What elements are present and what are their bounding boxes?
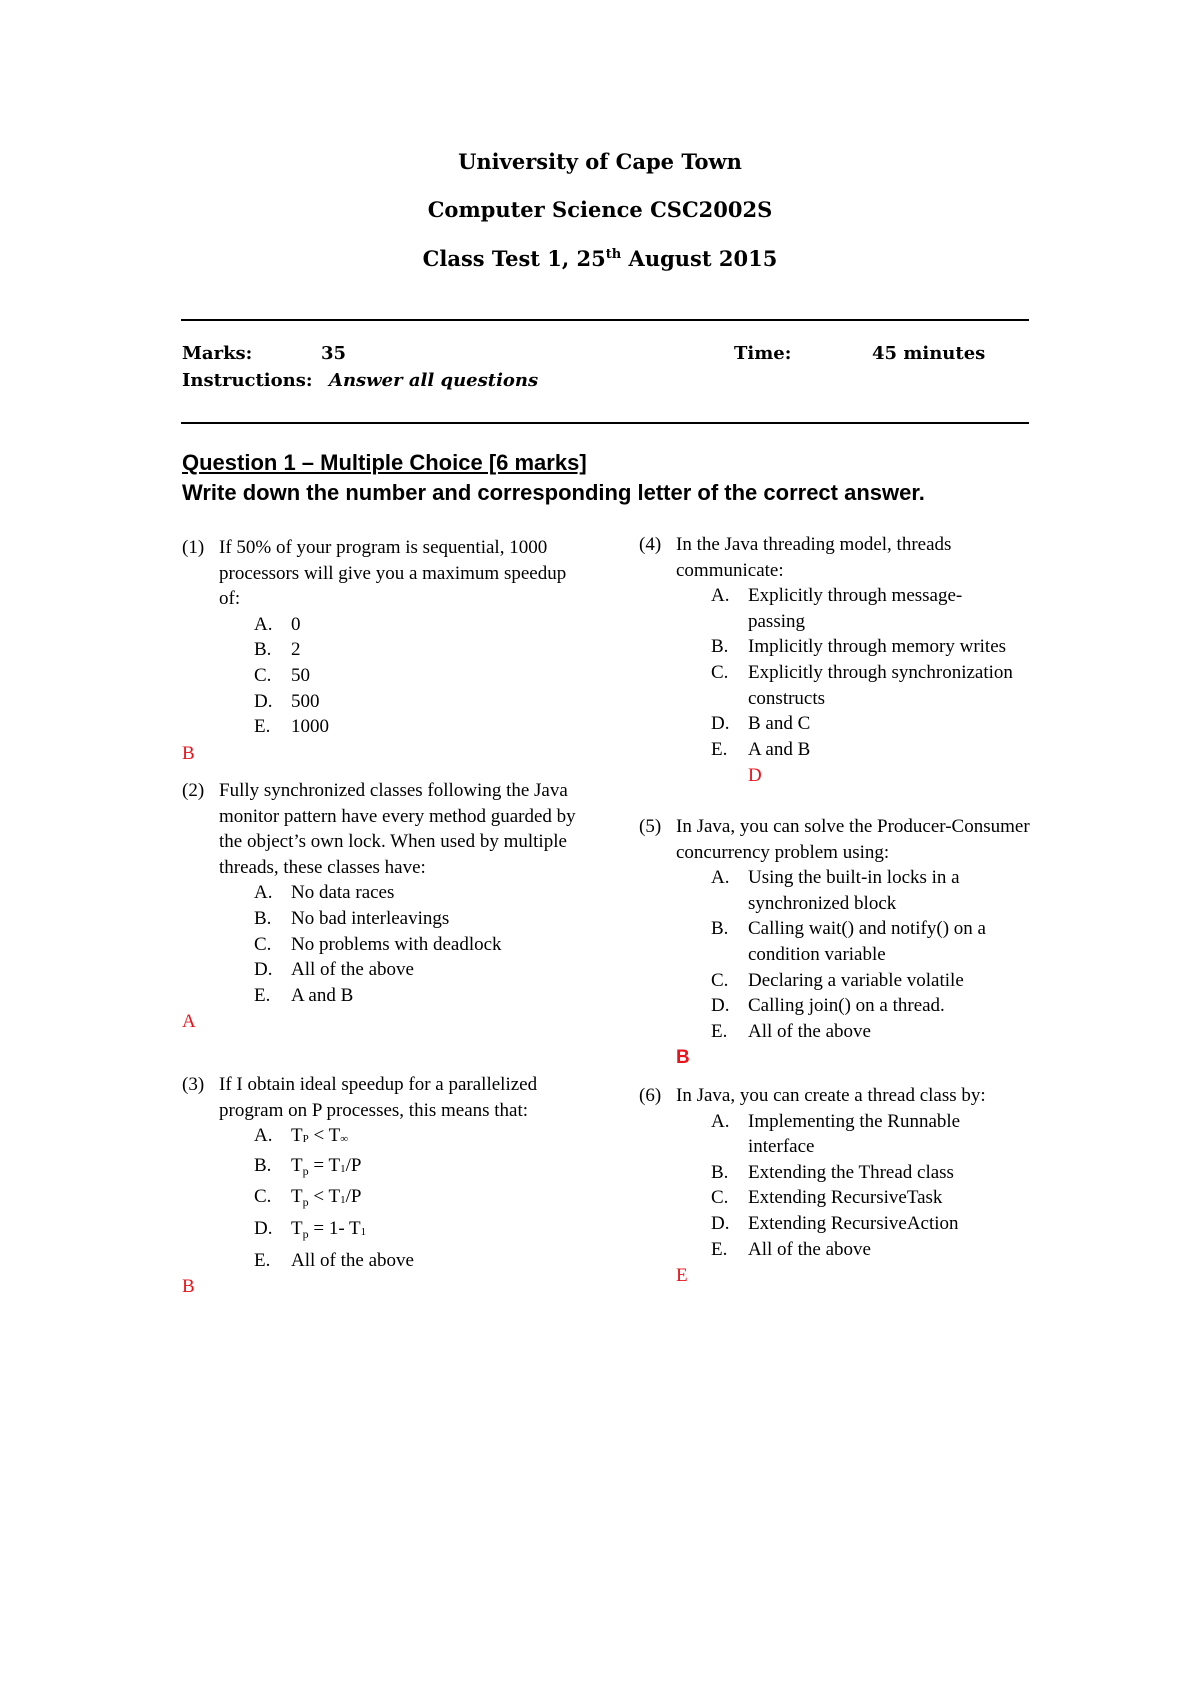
answer-key: E <box>676 1265 688 1287</box>
option-list <box>182 1123 582 1273</box>
option-a <box>639 583 1039 634</box>
option-formula <box>291 1216 582 1248</box>
option-list <box>182 612 582 740</box>
formula-subscript: 1 <box>340 1162 346 1175</box>
formula-term: T <box>291 1154 303 1176</box>
question-3 <box>182 1072 582 1300</box>
option-letter: B. <box>711 636 729 658</box>
option-text: 1000 <box>291 716 329 738</box>
test-title-prefix: Class Test 1, 25 <box>422 246 606 271</box>
option-b <box>639 1160 1039 1186</box>
option-d <box>639 1211 1039 1237</box>
option-text: Calling wait() and notify() on a condition variable <box>748 918 986 965</box>
option-letter: E. <box>711 1238 728 1260</box>
option-c <box>639 968 1039 994</box>
time-value: 45 minutes <box>872 343 986 364</box>
option-d <box>639 711 1039 737</box>
formula-subscript: 1 <box>340 1194 346 1207</box>
option-text: A and B <box>748 738 811 760</box>
option-letter: E. <box>254 1249 271 1271</box>
option-d <box>182 957 582 983</box>
option-letter: B. <box>711 918 729 940</box>
option-text: Implementing the Runnable interface <box>748 1110 961 1158</box>
option-letter: C. <box>254 1186 272 1208</box>
option-text: Explicitly through message-passing <box>748 585 963 632</box>
option-text: Using the built-in locks in a synchronized block <box>748 867 960 914</box>
marks-label: Marks: <box>182 343 253 364</box>
option-letter: B. <box>254 1154 272 1176</box>
option-text: No bad interleavings <box>291 907 450 929</box>
instructions-label: Instructions: <box>182 370 313 391</box>
option-text: No data races <box>291 882 395 904</box>
option-c <box>639 1185 1039 1211</box>
bottom-divider <box>181 422 1029 424</box>
option-letter: A. <box>711 867 730 889</box>
option-c <box>182 932 582 958</box>
question-stem <box>639 1083 1039 1109</box>
answer-key: B <box>676 1047 690 1069</box>
question-number: (4) <box>639 534 662 555</box>
question-5 <box>639 814 1039 1071</box>
option-letter: C. <box>254 664 272 686</box>
option-list <box>639 583 1039 762</box>
option-letter: D. <box>254 1217 273 1239</box>
formula-middle: < T <box>308 1186 341 1208</box>
option-text: Implicitly through memory writes <box>748 636 1007 658</box>
top-divider <box>181 319 1029 321</box>
question-number: (5) <box>639 816 662 837</box>
formula-subscript: p <box>302 1163 309 1178</box>
option-a <box>639 865 1039 916</box>
option-d <box>182 689 582 715</box>
option-c <box>182 1184 582 1216</box>
option-letter: E. <box>711 1020 728 1042</box>
option-letter: D. <box>711 1212 730 1234</box>
option-b <box>182 1153 582 1185</box>
option-list <box>639 1109 1039 1263</box>
formula-subscript: 1 <box>360 1225 367 1238</box>
option-text: All of the above <box>748 1020 871 1042</box>
option-text: B and C <box>748 713 811 735</box>
option-list <box>182 880 582 1008</box>
question-stem <box>182 535 582 612</box>
option-letter: A. <box>254 882 273 904</box>
option-b <box>182 906 582 932</box>
question-text: In Java, you can solve the Producer-Consumer concurrency problem using: <box>676 816 1030 863</box>
option-formula <box>291 1184 582 1216</box>
question-2 <box>182 778 582 1035</box>
option-text: Explicitly through synchronization constructs <box>748 661 1013 709</box>
formula-subscript: p <box>302 1195 309 1210</box>
section-title: Question 1 – Multiple Choice [6 marks] <box>182 450 587 475</box>
option-letter: C. <box>711 969 729 991</box>
option-letter: C. <box>711 661 729 683</box>
option-text: Extending RecursiveAction <box>748 1212 959 1234</box>
question-text: If I obtain ideal speedup for a parallelized program on P processes, this means that: <box>219 1074 538 1121</box>
option-text: 50 <box>291 664 310 686</box>
option-text: Extending the Thread class <box>748 1161 954 1183</box>
option-text: 0 <box>291 613 301 635</box>
option-a <box>182 880 582 906</box>
option-text: All of the above <box>291 1249 414 1271</box>
option-text: A and B <box>291 984 354 1006</box>
question-6 <box>639 1083 1039 1289</box>
question-stem <box>182 1072 582 1123</box>
option-letter: A. <box>711 1110 730 1132</box>
option-letter: E. <box>254 984 271 1006</box>
course-title: Computer Science CSC2002S <box>427 197 773 222</box>
option-letter: B. <box>254 907 272 929</box>
option-text: Calling join() on a thread. <box>748 995 945 1017</box>
option-formula <box>291 1123 582 1153</box>
option-letter: D. <box>711 713 730 735</box>
option-b <box>639 916 1039 967</box>
question-stem <box>639 814 1039 865</box>
formula-end: /P <box>345 1186 362 1208</box>
question-stem <box>639 532 1039 583</box>
formula-subscript: P <box>302 1133 309 1146</box>
option-letter: A. <box>254 613 273 635</box>
formula-subscript: p <box>302 1226 309 1241</box>
formula-subscript: ∞ <box>340 1133 349 1146</box>
option-e <box>182 983 582 1009</box>
option-e <box>182 714 582 740</box>
option-d <box>182 1216 582 1248</box>
question-text: If 50% of your program is sequential, 1000 processors will give you a maximum speedup of: <box>219 537 567 610</box>
option-a <box>182 1123 582 1153</box>
option-text: 500 <box>291 690 320 712</box>
question-stem <box>182 778 582 880</box>
answer-key: A <box>182 1011 196 1033</box>
institution-title: University of Cape Town <box>458 149 742 174</box>
section-instruction: Write down the number and corresponding letter of the correct answer. <box>182 480 925 505</box>
option-letter: D. <box>254 959 273 981</box>
option-b <box>639 634 1039 660</box>
formula-middle: < T <box>308 1125 341 1147</box>
question-4 <box>639 532 1039 789</box>
option-text: Declaring a variable volatile <box>748 969 964 991</box>
option-b <box>182 637 582 663</box>
option-text: 2 <box>291 639 301 661</box>
option-letter: C. <box>254 933 272 955</box>
question-text: In Java, you can create a thread class by: <box>676 1085 986 1106</box>
option-letter: B. <box>254 639 272 661</box>
question-number: (1) <box>182 537 205 558</box>
time-label: Time: <box>734 343 792 364</box>
option-d <box>639 993 1039 1019</box>
formula-term: T <box>291 1186 303 1208</box>
option-a <box>639 1109 1039 1160</box>
answer-key: D <box>748 765 762 787</box>
option-letter: E. <box>254 716 271 738</box>
option-e <box>639 1019 1039 1045</box>
test-title <box>0 246 1200 271</box>
formula-middle: = T <box>308 1154 341 1176</box>
test-title-superscript: th <box>605 247 622 262</box>
question-1 <box>182 535 582 766</box>
answer-key: B <box>182 742 195 764</box>
option-text: All of the above <box>291 959 414 981</box>
option-letter: B. <box>711 1161 729 1183</box>
question-number: (3) <box>182 1074 205 1095</box>
option-text: All of the above <box>748 1238 871 1260</box>
formula-end: /P <box>345 1154 362 1176</box>
option-letter: C. <box>711 1187 729 1209</box>
option-letter: D. <box>254 690 273 712</box>
option-text: No problems with deadlock <box>291 933 502 955</box>
option-letter: E. <box>711 738 728 760</box>
option-c <box>639 660 1039 711</box>
option-list <box>639 865 1039 1044</box>
option-e <box>182 1248 582 1274</box>
option-e <box>639 1237 1039 1263</box>
option-e <box>639 737 1039 763</box>
option-c <box>182 663 582 689</box>
question-text: In the Java threading model, threads communicate: <box>676 534 952 581</box>
formula-middle: = 1- T <box>308 1217 361 1239</box>
answer-key: B <box>182 1276 195 1298</box>
instructions-value: Answer all questions <box>329 370 539 391</box>
marks-value: 35 <box>321 343 347 364</box>
formula-term: T <box>291 1217 303 1239</box>
option-letter: A. <box>711 585 730 607</box>
option-text: Extending RecursiveTask <box>748 1187 943 1209</box>
question-number: (2) <box>182 780 205 801</box>
test-title-suffix: August 2015 <box>621 246 778 271</box>
option-formula <box>291 1153 582 1185</box>
formula-term: T <box>291 1125 303 1147</box>
question-text: Fully synchronized classes following the Java monitor pattern have every method guarded by the object’s own lock. When used by multiple threads, these classes have: <box>219 780 576 878</box>
option-letter: D. <box>711 995 730 1017</box>
question-number: (6) <box>639 1085 662 1106</box>
option-letter: A. <box>254 1125 273 1147</box>
option-a <box>182 612 582 638</box>
